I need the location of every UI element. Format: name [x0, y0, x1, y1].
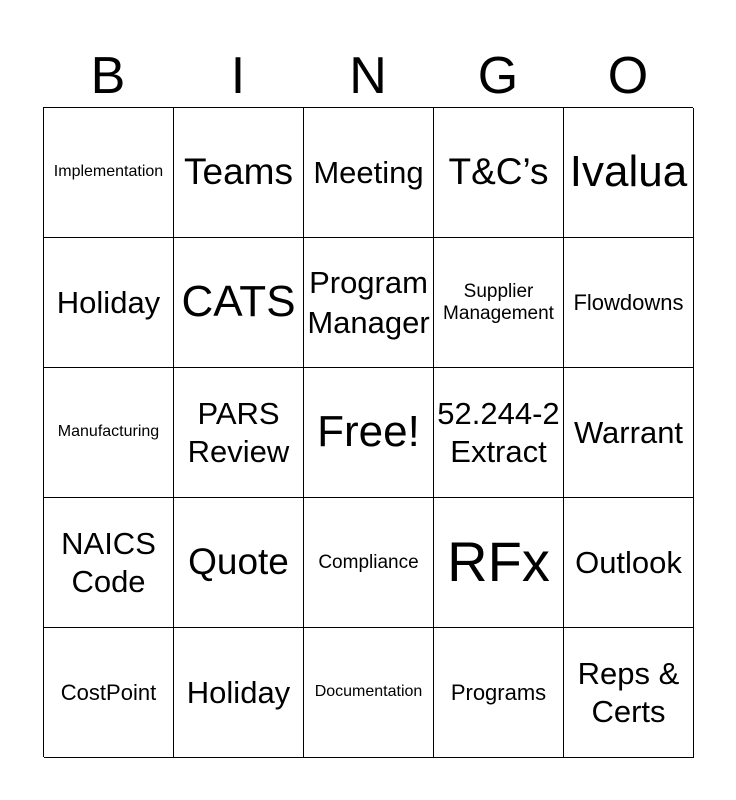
bingo-cell[interactable]: Programs [434, 628, 564, 758]
header-letter-g: G [477, 47, 519, 105]
bingo-cell[interactable]: 52.244-2 Extract [434, 368, 564, 498]
bingo-cell[interactable]: RFx [434, 498, 564, 628]
header-letter-b: B [90, 47, 126, 105]
bingo-cell[interactable]: CostPoint [44, 628, 174, 758]
bingo-cell[interactable]: NAICS Code [44, 498, 174, 628]
bingo-cell[interactable]: Supplier Management [434, 238, 564, 368]
bingo-cell[interactable]: Quote [174, 498, 304, 628]
bingo-cell[interactable]: PARS Review [174, 368, 304, 498]
bingo-cell[interactable]: Documentation [304, 628, 434, 758]
bingo-cell[interactable]: Program Manager [304, 238, 434, 368]
bingo-cell[interactable]: Reps & Certs [564, 628, 694, 758]
header-letter-n: N [349, 47, 387, 105]
header-letter-i: I [230, 47, 246, 105]
bingo-cell[interactable]: Outlook [564, 498, 694, 628]
bingo-cell[interactable]: Flowdowns [564, 238, 694, 368]
bingo-cell[interactable]: Manufacturing [44, 368, 174, 498]
bingo-cell[interactable]: CATS [174, 238, 304, 368]
bingo-header [43, 44, 693, 108]
bingo-cell[interactable]: Ivalua [564, 108, 694, 238]
bingo-cell[interactable]: Implementation [44, 108, 174, 238]
free-space-cell[interactable]: Free! [304, 368, 434, 498]
bingo-cell[interactable]: Holiday [174, 628, 304, 758]
bingo-cell[interactable]: T&C’s [434, 108, 564, 238]
bingo-cell[interactable]: Compliance [304, 498, 434, 628]
header-letter-o: O [607, 47, 649, 105]
bingo-cell[interactable]: Teams [174, 108, 304, 238]
bingo-cell[interactable]: Meeting [304, 108, 434, 238]
bingo-board [43, 107, 693, 757]
bingo-cell[interactable]: Holiday [44, 238, 174, 368]
bingo-cell[interactable]: Warrant [564, 368, 694, 498]
